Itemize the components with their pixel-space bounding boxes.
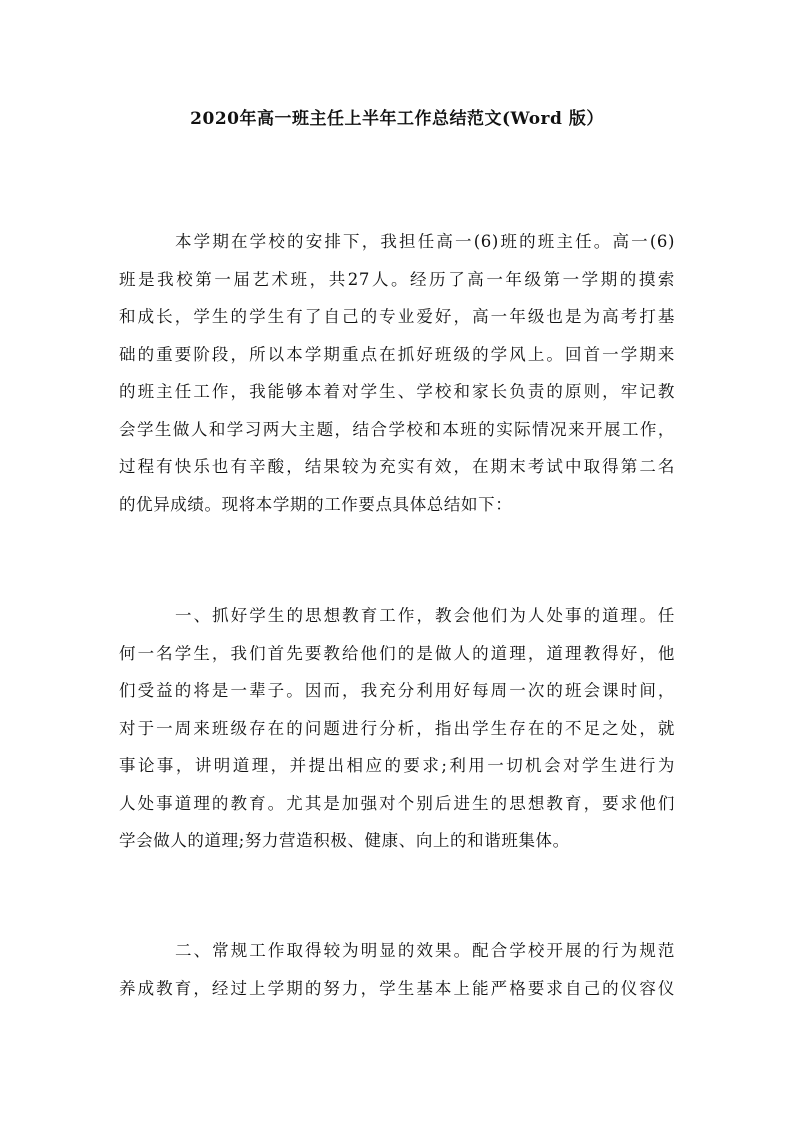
paragraph-section-one [119,597,675,860]
paragraph-line: 对于一周来班级存在的问题进行分析，指出学生存在的不足之处，就 [119,718,675,738]
paragraph-line: 过程有快乐也有辛酸，结果较为充实有效，在期末考试中取得第二名 [119,457,675,476]
paragraph-line: 人处事道理的教育。尤其是加强对个别后进生的思想教育，要求他们 [119,793,675,813]
paragraph-line: 的班主任工作，我能够本着对学生、学校和家长负责的原则，牢记教 [119,382,675,401]
paragraph-line: 的优异成绩。现将本学期的工作要点具体总结如下： [119,494,513,514]
paragraph-line: 二、常规工作取得较为明显的效果。配合学校开展的行为规范 [175,941,675,960]
paragraph-line: 础的重要阶段，所以本学期重点在抓好班级的学风上。回首一学期来 [119,344,675,364]
paragraph-line: 何一名学生，我们首先要教给他们的是做人的道理，道理教得好，他 [119,643,675,663]
paragraph-line: 一、抓好学生的思想教育工作，教会他们为人处事的道理。任 [175,606,675,625]
paragraph-line: 会学生做人和学习两大主题，结合学校和本班的实际情况来开展工作， [119,419,675,439]
paragraph-line: 本学期在学校的安排下，我担任高一(6)班的班主任。高一(6) [175,232,675,251]
paragraph-section-two [119,932,675,1007]
paragraph-line: 们受益的将是一辈子。因而，我充分利用好每周一次的班会课时间， [119,681,675,700]
paragraph-line: 和成长，学生的学生有了自己的专业爱好，高一年级也是为高考打基 [119,307,675,326]
paragraph-line: 养成教育，经过上学期的努力，学生基本上能严格要求自己的仪容仪 [119,978,675,998]
paragraph-line: 学会做人的道理;努力营造积极、健康、向上的和谐班集体。 [119,831,570,850]
paragraph-intro [119,223,675,523]
paragraph-line: 班是我校第一届艺术班，共27人。经历了高一年级第一学期的摸索 [119,269,675,289]
paragraph-line: 事论事，讲明道理，并提出相应的要求;利用一切机会对学生进行为 [119,756,675,775]
document-title: 2020年高一班主任上半年工作总结范文(Word 版） [190,109,604,129]
